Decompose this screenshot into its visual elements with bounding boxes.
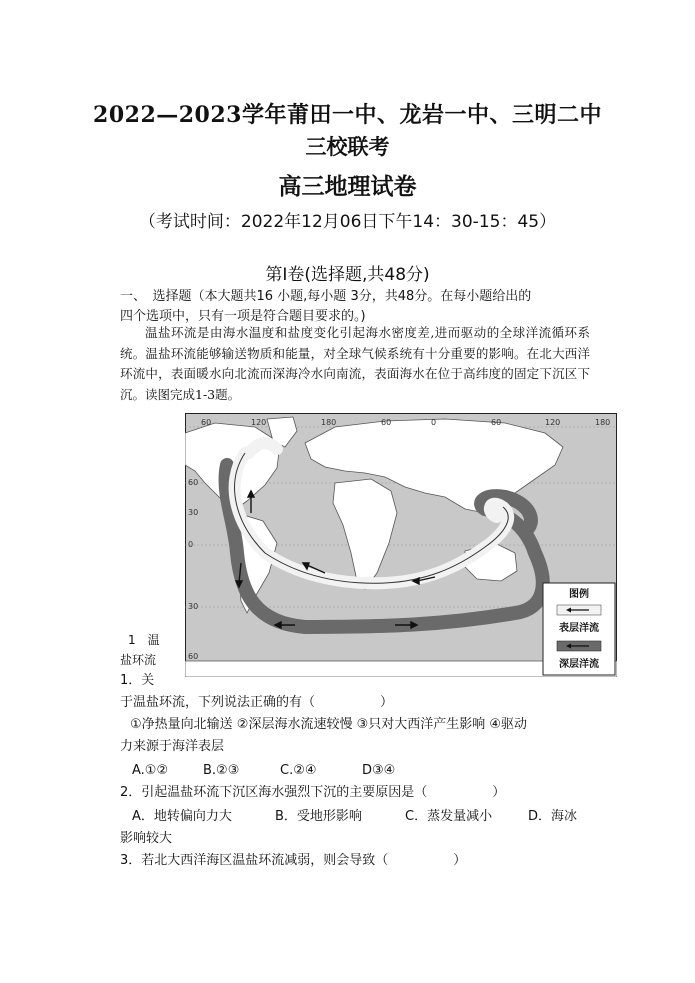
legend-surface-label: 表层洋流 — [559, 623, 599, 634]
lon-label: 60 — [201, 418, 212, 427]
section-line-1: 一、 选择题（本大题共16 小题,每小题 3分，共48分。在每小题给出的 — [120, 289, 532, 304]
figure-caption-line1: 1 温 — [128, 633, 160, 647]
map-legend — [543, 583, 615, 675]
question-1-option-b[interactable]: B.②③ — [203, 763, 240, 778]
lat-label: 60 — [188, 478, 199, 487]
figure-caption-line2: 盐环流 — [120, 653, 157, 667]
lon-label: 120 — [251, 418, 267, 427]
question-1-number: 1．关 — [120, 673, 155, 688]
question-1-statements-line2: 力来源于海洋表层 — [120, 739, 225, 754]
passage-intro: 温盐环流是由海水温度和盐度变化引起海水密度差,进而驱动的全球洋流循环系统。温盐环流能够输送物质和能量，对全球气候系统有十分重要的影响。在北大西洋环流中，表面暖水向北流而深海冷水向南流，表面海水在位于高纬度的固定下沉区下沉。读图完成1-3题。 — [120, 325, 590, 402]
lon-label: 180 — [595, 418, 611, 427]
lon-label: 180 — [321, 418, 337, 427]
legend-title: 图例 — [569, 589, 589, 600]
lat-label: 0 — [188, 540, 194, 549]
question-2-option-c[interactable]: C．蒸发量减小 — [405, 809, 493, 824]
exam-title-line2: 三校联考 — [305, 134, 390, 159]
question-2-option-d[interactable]: D．海冰 — [528, 809, 578, 824]
exam-subject-title: 高三地理试卷 — [278, 173, 417, 200]
question-1-statements-line1: ①净热量向北输送 ②深层海水流速较慢 ③只对大西洋产生影响 ④驱动 — [130, 717, 528, 732]
section-line-2: 四个选项中，只有一项是符合题目要求的。) — [120, 309, 366, 324]
lon-label: 60 — [491, 418, 502, 427]
part-title: 第Ⅰ卷(选择题,共48分) — [265, 265, 430, 285]
lon-label: 0 — [431, 418, 437, 427]
lon-label: 60 — [381, 418, 392, 427]
thermohaline-map — [185, 413, 617, 677]
question-2-option-b[interactable]: B．受地形影响 — [275, 809, 362, 824]
lat-label: 30 — [188, 602, 199, 611]
question-1-option-d[interactable]: D③④ — [362, 763, 396, 778]
exam-title-line1: 2022—2023学年莆田一中、龙岩一中、三明二中 — [93, 102, 602, 128]
question-1-option-a[interactable]: A.①② — [132, 763, 169, 778]
question-2-option-d-wrap: 影响较大 — [120, 831, 173, 846]
question-1-option-c[interactable]: C.②④ — [280, 763, 317, 778]
lat-label: 60 — [188, 652, 199, 661]
lat-label: 30 — [188, 508, 199, 517]
question-1-stem: 于温盐环流，下列说法正确的有（ ） — [120, 695, 394, 710]
exam-time: （考试时间：2022年12月06日下午14：30-15：45） — [138, 212, 557, 232]
legend-deep-label: 深层洋流 — [559, 659, 599, 670]
question-2-option-a[interactable]: A．地转偏向力大 — [132, 809, 232, 824]
section-instructions — [120, 287, 590, 327]
question-2-stem: 2．引起温盐环流下沉区海水强烈下沉的主要原因是（ ） — [120, 785, 506, 800]
lon-label: 120 — [545, 418, 561, 427]
question-3-stem: 3．若北大西洋海区温盐环流减弱，则会导致（ ） — [120, 853, 467, 868]
